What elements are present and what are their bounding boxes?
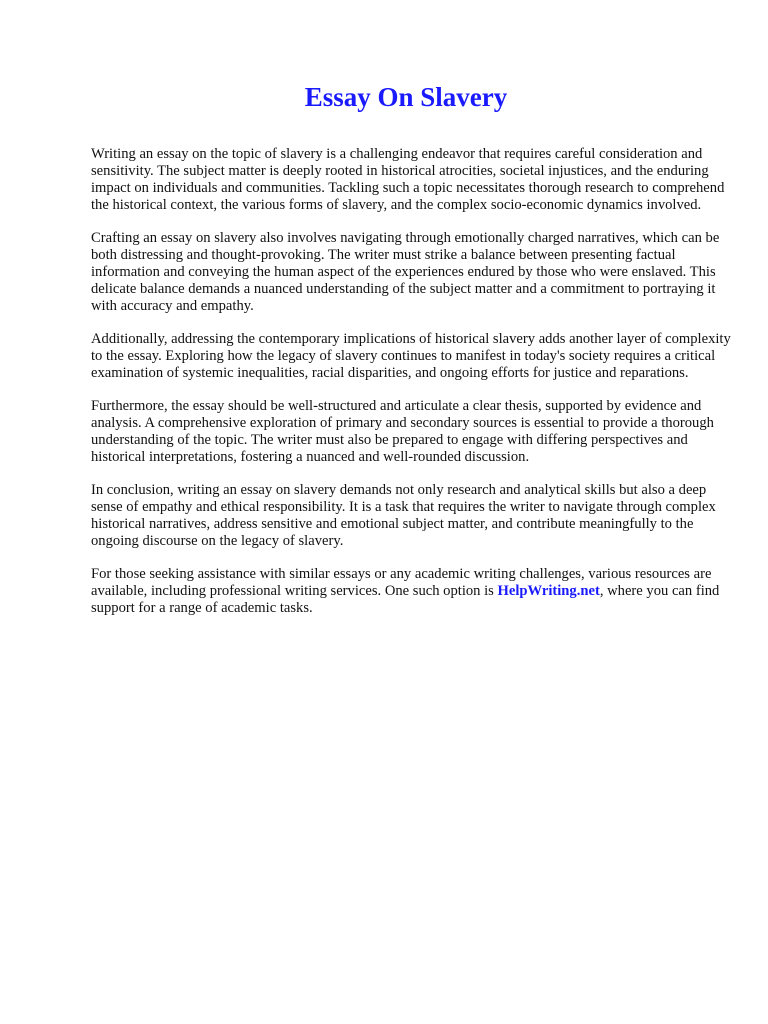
paragraph-6 (91, 566, 731, 617)
document-title: Essay On Slavery (304, 82, 508, 112)
paragraph-1: Writing an essay on the topic of slavery is a challenging endeavor that requires careful consideration and sensitivity. The subject matter is deeply rooted in historical atrocities, societal injustices, and the enduring impact on individuals and communities. Tackling such a topic necessitates thorough research to comprehend the historical context, the various forms of slavery, and the complex socio-economic dynamics involved. (91, 146, 725, 213)
paragraph-6-text-after-link: , where you can find support for a range of academic tasks. (91, 583, 720, 616)
paragraph-2: Crafting an essay on slavery also involves navigating through emotionally charged narratives, which can be both distressing and thought-provoking. The writer must strike a balance between presenting factual information and conveying the human aspect of the experiences endured by those who were enslaved. This delicate balance demands a nuanced understanding of the subject matter and a commitment to portraying it with accuracy and empathy. (91, 230, 720, 314)
paragraph-4: Furthermore, the essay should be well-structured and articulate a clear thesis, supported by evidence and analysis. A comprehensive exploration of primary and secondary sources is essential to provide a thorough understanding of the topic. The writer must also be prepared to engage with differing perspectives and historical interpretations, fostering a nuanced and well-rounded discussion. (91, 398, 714, 465)
paragraph-3: Additionally, addressing the contemporary implications of historical slavery adds another layer of complexity to the essay. Exploring how the legacy of slavery continues to manifest in today's society requires a critical examination of systemic inequalities, racial disparities, and ongoing efforts for justice and reparations. (91, 331, 731, 381)
paragraph-5: In conclusion, writing an essay on slavery demands not only research and analytical skills but also a deep sense of empathy and ethical responsibility. It is a task that requires the writer to navigate through complex historical narratives, address sensitive and emotional subject matter, and contribute meaningfully to the ongoing discourse on the legacy of slavery. (91, 482, 716, 549)
paragraph-6-text-before-link: For those seeking assistance with similar essays or any academic writing challenges, various resources are available, including professional writing services. One such option is (91, 566, 712, 599)
helpwriting-link[interactable]: HelpWriting.net (497, 583, 600, 599)
document-body (91, 146, 731, 633)
